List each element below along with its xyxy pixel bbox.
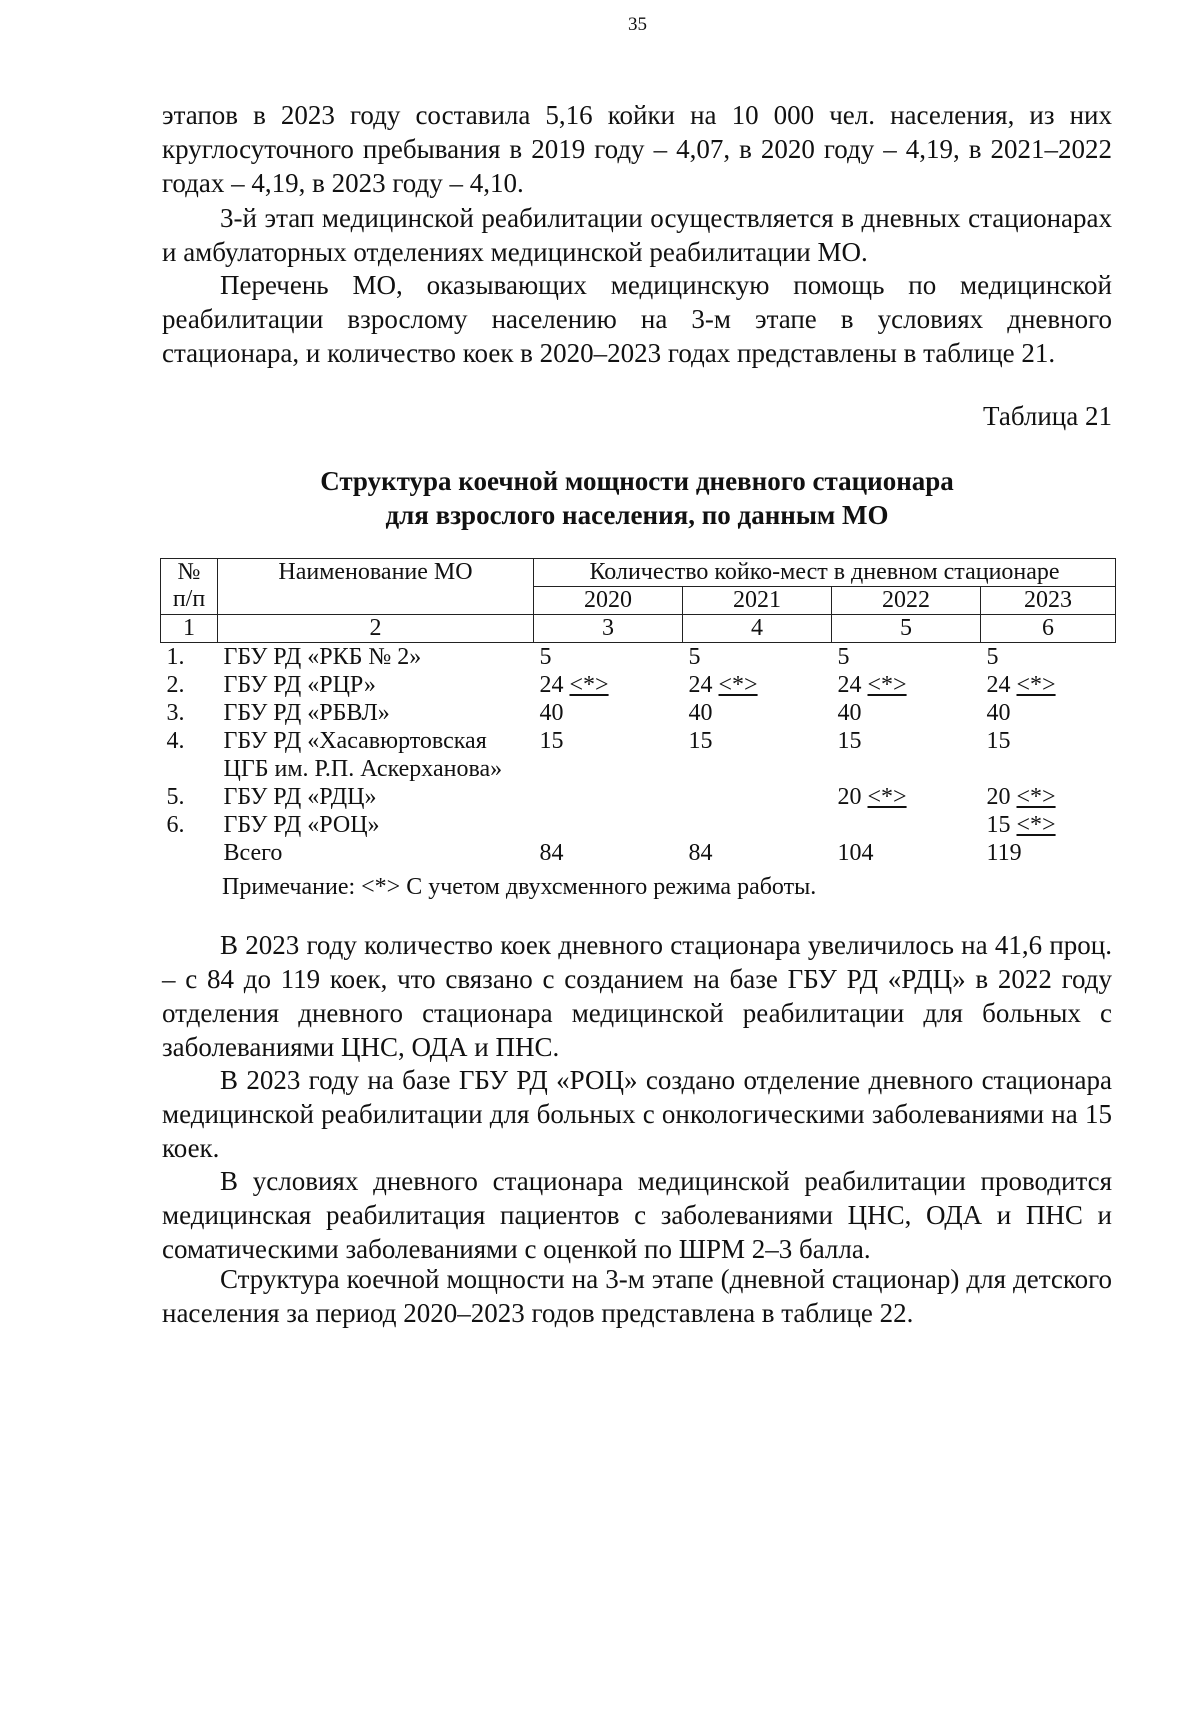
- note-mark: <*>: [1016, 812, 1056, 838]
- value-2023: 40: [986, 700, 1011, 726]
- table-row: [161, 783, 1116, 811]
- value-2022: [832, 783, 981, 811]
- page-number: 35: [628, 14, 647, 35]
- paragraph-3: Перечень МО, оказывающих медицинскую помощь по медицинской реабилитации взрослому населению на 3-м этапе в условиях дневного стационара, и количество коек в 2020–2023 годах представлены в таблице 21.: [162, 270, 1112, 368]
- value-2023-number: 24: [986, 672, 1011, 698]
- paragraph-1: этапов в 2023 году составила 5,16 койки на 10 000 чел. населения, из них круглосуточного пребывания в 2019 году – 4,07, в 2020 году – 4,19, в 2021–2022 годах – 4,19, в 2023 году – 4,10.: [162, 100, 1112, 198]
- note-mark: <*>: [867, 784, 907, 810]
- value-2022: 15: [837, 728, 862, 754]
- value-2022: [832, 811, 981, 839]
- header-number: [161, 559, 218, 615]
- total-2022: 104: [837, 840, 874, 866]
- value-2023: 5: [986, 644, 999, 670]
- row-number: 6.: [166, 812, 185, 838]
- table-title-line-1: Структура коечной мощности дневного стационара: [320, 466, 954, 496]
- total-label: Всего: [223, 840, 283, 866]
- paragraph-4: В 2023 году количество коек дневного стационара увеличилось на 41,6 проц. – с 84 до 119 коек, что связано с созданием на базе ГБУ РД «РДЦ» в 2022 году отделения дневного стационара медицинской реабилитации для больных с заболеваниями ЦНС, ОДА и ПНС.: [162, 930, 1112, 1062]
- note-mark: <*>: [1016, 784, 1056, 810]
- note-mark: <*>: [569, 672, 609, 698]
- row-name: ГБУ РД «РДЦ»: [223, 784, 377, 810]
- column-number-5: 5: [832, 615, 981, 643]
- value-2022-number: 24: [837, 672, 862, 698]
- value-2021: 15: [688, 728, 713, 754]
- row-number: 1.: [166, 644, 185, 670]
- value-2023: 15: [986, 728, 1011, 754]
- value-2020: [534, 811, 683, 839]
- value-2022-number: 20: [837, 784, 862, 810]
- paragraph-6: В условиях дневного стационара медицинской реабилитации проводится медицинская реабилитация пациентов с заболеваниями ЦНС, ОДА и ПНС и соматическими заболеваниями с оценкой по ШРМ 2–3 балла.: [162, 1166, 1112, 1264]
- value-2023-number: 20: [986, 784, 1011, 810]
- value-2022: 5: [837, 644, 850, 670]
- total-2023: 119: [986, 840, 1022, 866]
- value-2020: [534, 671, 683, 699]
- table-label: Таблица 21: [983, 401, 1112, 431]
- column-number-3: 3: [534, 615, 683, 643]
- beds-table: [160, 558, 1116, 867]
- row-name: ГБУ РД «РБВЛ»: [223, 700, 390, 726]
- note-mark: <*>: [1016, 672, 1056, 698]
- row-name: ГБУ РД «РКБ № 2»: [223, 644, 422, 670]
- row-number: 5.: [166, 784, 185, 810]
- value-2022: 40: [837, 700, 862, 726]
- row-name-line-2: ЦГБ им. Р.П. Аскерханова»: [223, 756, 503, 782]
- header-name: Наименование МО: [218, 559, 534, 615]
- table-total-row: [161, 839, 1116, 867]
- header-number-line-1: №: [177, 559, 201, 585]
- value-2020: 15: [539, 728, 564, 754]
- header-beds-group: Количество койко-мест в дневном стационаре: [534, 559, 1116, 587]
- value-2020: 40: [539, 700, 564, 726]
- column-number-1: 1: [161, 615, 218, 643]
- value-2021: [683, 783, 832, 811]
- value-2020-number: 24: [539, 672, 564, 698]
- value-2023: [981, 811, 1116, 839]
- table-title-line-2: для взрослого населения, по данным МО: [385, 500, 889, 530]
- paragraph-5: В 2023 году на базе ГБУ РД «РОЦ» создано отделение дневного стационара медицинской реабилитации для больных с онкологическими заболеваниями на 15 коек.: [162, 1065, 1112, 1163]
- column-number-4: 4: [683, 615, 832, 643]
- value-2020: [534, 783, 683, 811]
- row-name: [218, 727, 534, 783]
- table-title: [162, 464, 1112, 532]
- header-year-2021: 2021: [683, 587, 832, 615]
- row-number: [161, 839, 218, 867]
- note-mark: <*>: [867, 672, 907, 698]
- value-2022: [832, 671, 981, 699]
- row-name: ГБУ РД «РЦР»: [223, 672, 376, 698]
- total-2021: 84: [688, 840, 713, 866]
- table-row: [161, 671, 1116, 699]
- row-number: 2.: [166, 672, 185, 698]
- value-2021: 5: [688, 644, 701, 670]
- header-year-2022: 2022: [832, 587, 981, 615]
- row-number: 3.: [166, 700, 185, 726]
- column-number-2: 2: [218, 615, 534, 643]
- table-row: [161, 643, 1116, 672]
- header-year-2020: 2020: [534, 587, 683, 615]
- value-2023-number: 15: [986, 812, 1011, 838]
- value-2023: [981, 671, 1116, 699]
- row-name: ГБУ РД «РОЦ»: [223, 812, 380, 838]
- value-2020: 5: [539, 644, 552, 670]
- paragraph-7: Структура коечной мощности на 3-м этапе (дневной стационар) для детского населения за период 2020–2023 годов представлена в таблице 22.: [162, 1264, 1112, 1328]
- value-2021: 40: [688, 700, 713, 726]
- total-2020: 84: [539, 840, 564, 866]
- table-row: [161, 727, 1116, 783]
- column-number-6: 6: [981, 615, 1116, 643]
- header-number-line-2: п/п: [172, 586, 206, 612]
- header-year-2023: 2023: [981, 587, 1116, 615]
- table-row: [161, 699, 1116, 727]
- value-2021: [683, 811, 832, 839]
- paragraph-2: 3-й этап медицинской реабилитации осуществляется в дневных стационарах и амбулаторных отделениях медицинской реабилитации МО.: [162, 203, 1112, 267]
- value-2023: [981, 783, 1116, 811]
- row-name-line-1: ГБУ РД «Хасавюртовская: [223, 728, 487, 754]
- value-2021: [683, 671, 832, 699]
- note-mark: <*>: [718, 672, 758, 698]
- table-note: Примечание: <*> С учетом двухсменного режима работы.: [222, 874, 817, 900]
- table-row: [161, 811, 1116, 839]
- row-number: 4.: [166, 728, 185, 754]
- value-2021-number: 24: [688, 672, 713, 698]
